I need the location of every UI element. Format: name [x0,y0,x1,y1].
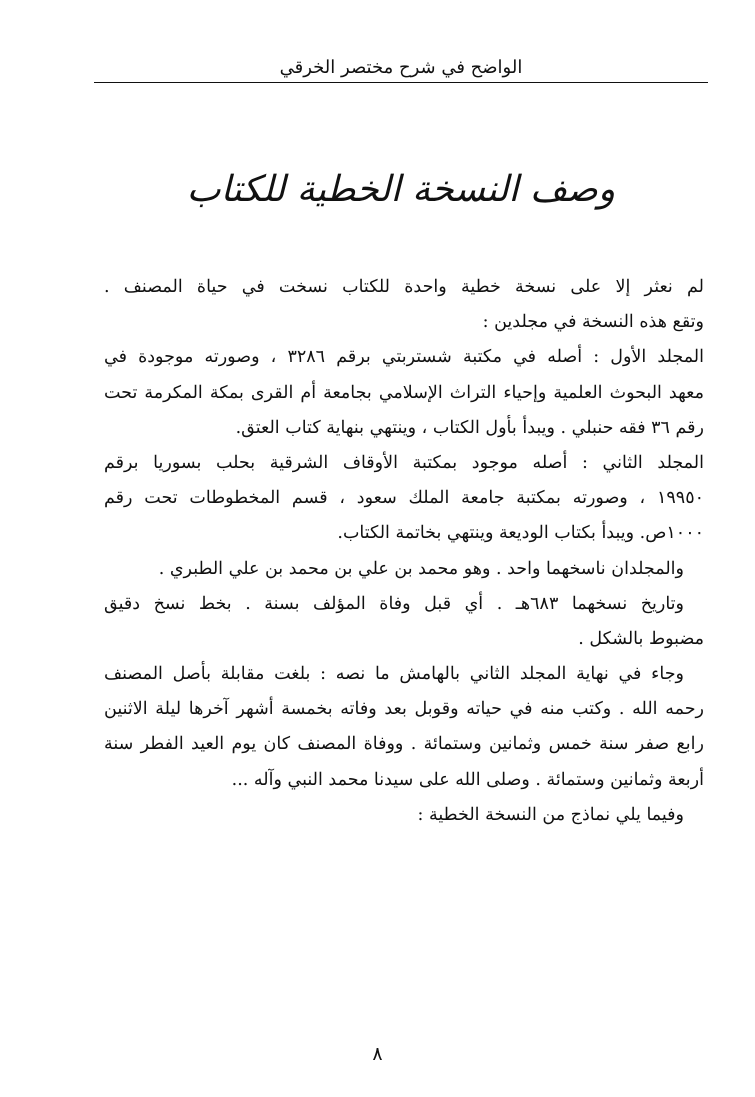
running-header: الواضح في شرح مختصر الخرقي [279,57,523,78]
body-line: المجلد الثاني : أصله موجود بمكتبة الأوقاف الشرقية بحلب بسوريا برقم [104,452,704,473]
body-line: وتقع هذه النسخة في مجلدين : [482,312,704,333]
body-line: ١٩٩٥٠ ، وصورته بمكتبة جامعة الملك سعود ، قسم المخطوطات تحت رقم [104,488,704,509]
body-line: وفيما يلي نماذج من النسخة الخطية : [417,804,684,825]
body-line: أربعة وثمانين وستمائة . وصلى الله على سيدنا محمد النبي وآله ... [231,769,704,790]
body-line: ١٠٠٠ص. ويبدأ بكتاب الوديعة وينتهي بخاتمة الكتاب. [337,523,704,544]
body-line: رحمه الله . وكتب منه في حياته وقوبل بعد وفاته بخمسة أشهر آخرها ليلة الاثنين [104,699,704,720]
body-line: وتاريخ نسخهما ٦٨٣هـ . أي قبل وفاة المؤلف بسنة . بخط نسخ دقيق [104,593,684,614]
body-line: والمجلدان ناسخهما واحد . وهو محمد بن علي بن محمد بن علي الطبري . [158,558,684,579]
body-line: معهد البحوث العلمية وإحياء التراث الإسلامي بجامعة أم القرى بمكة المكرمة تحت [104,382,704,403]
chapter-title: وصف النسخة الخطية للكتاب [186,169,616,210]
body-line: مضبوط بالشكل . [578,628,704,649]
body-line: المجلد الأول : أصله في مكتبة شستربتي برقم ٣٢٨٦ ، وصورته موجودة في [104,347,704,368]
body-line: رابع صفر سنة خمس وثمانين وستمائة . ووفاة المصنف كان يوم العيد الفطر سنة [104,734,704,755]
body-line: لم نعثر إلا على نسخة خطية واحدة للكتاب نسخت في حياة المصنف . [104,277,704,297]
page-number: ٨ [372,1043,383,1065]
body-line: رقم ٣٦ فقه حنبلي . ويبدأ بأول الكتاب ، وينتهي بنهاية كتاب العتق. [235,417,704,438]
body-line: وجاء في نهاية المجلد الثاني بالهامش ما نصه : بلغت مقابلة بأصل المصنف [104,664,684,685]
body-text [104,270,704,833]
header-rule [94,82,708,83]
